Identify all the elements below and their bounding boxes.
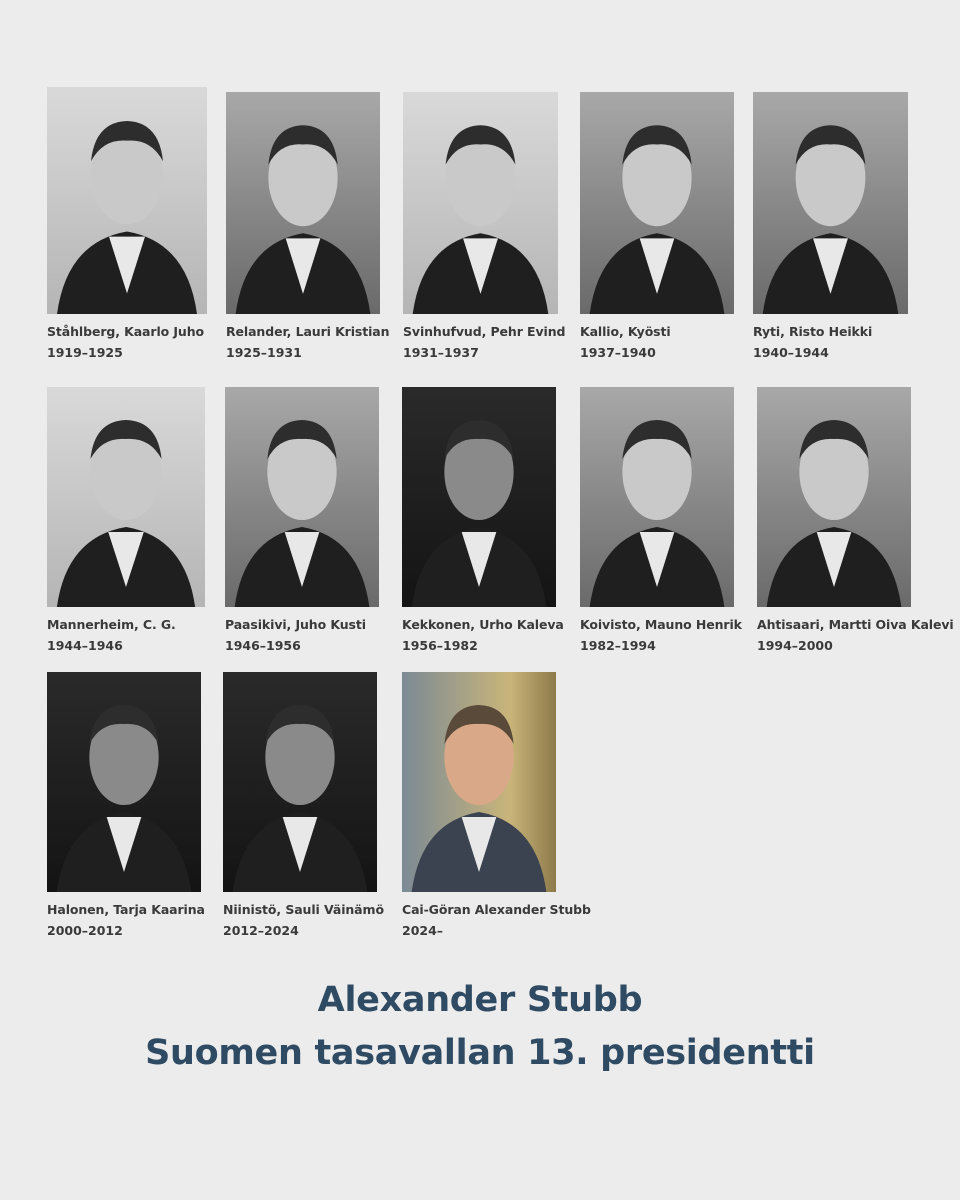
portrait-photo <box>403 92 558 314</box>
portrait-photo <box>47 672 201 892</box>
president-card <box>753 92 908 360</box>
portrait-photo <box>226 92 380 314</box>
president-years: 1937–1940 <box>580 345 656 360</box>
president-card <box>223 672 384 938</box>
portrait-photo <box>580 92 734 314</box>
president-card <box>402 672 591 938</box>
president-years: 1931–1937 <box>403 345 479 360</box>
president-name: Mannerheim, C. G. <box>47 617 176 632</box>
president-card <box>580 92 734 360</box>
president-name: Ryti, Risto Heikki <box>753 324 873 339</box>
headline-subtitle: Suomen tasavallan 13. presidentti <box>145 1033 815 1073</box>
president-years: 1940–1944 <box>753 345 829 360</box>
president-name: Svinhufvud, Pehr Evind <box>403 324 566 339</box>
president-years: 2024– <box>402 923 444 938</box>
president-card <box>47 87 207 360</box>
president-name: Ahtisaari, Martti Oiva Kalevi <box>757 617 954 632</box>
president-years: 1944–1946 <box>47 638 123 653</box>
president-years: 1919–1925 <box>47 345 123 360</box>
president-card <box>402 387 564 653</box>
president-card <box>403 92 565 360</box>
portrait-photo <box>402 672 556 892</box>
president-card <box>226 92 389 360</box>
president-name: Kallio, Kyösti <box>580 324 671 339</box>
president-years: 2000–2012 <box>47 923 123 938</box>
president-card <box>757 387 954 653</box>
portrait-photo <box>47 87 207 314</box>
president-years: 1925–1931 <box>226 345 302 360</box>
president-name: Cai-Göran Alexander Stubb <box>402 902 591 917</box>
portrait-photo <box>47 387 205 607</box>
president-years: 2012–2024 <box>223 923 299 938</box>
president-years: 1946–1956 <box>225 638 301 653</box>
portrait-photo <box>753 92 908 314</box>
president-name: Ståhlberg, Kaarlo Juho <box>47 324 205 339</box>
president-card <box>225 387 379 653</box>
president-name: Niinistö, Sauli Väinämö <box>223 902 384 917</box>
headline-title: Alexander Stubb <box>317 980 643 1020</box>
president-card <box>580 387 742 653</box>
president-name: Relander, Lauri Kristian <box>226 324 390 339</box>
president-years: 1982–1994 <box>580 638 656 653</box>
portrait-photo <box>402 387 556 607</box>
president-card <box>47 672 205 938</box>
president-name: Paasikivi, Juho Kusti <box>225 617 366 632</box>
portrait-photo <box>757 387 911 607</box>
president-card <box>47 387 205 653</box>
president-name: Kekkonen, Urho Kaleva <box>402 617 564 632</box>
president-years: 1956–1982 <box>402 638 478 653</box>
portrait-photo <box>223 672 377 892</box>
president-name: Halonen, Tarja Kaarina <box>47 902 205 917</box>
president-name: Koivisto, Mauno Henrik <box>580 617 742 632</box>
portrait-photo <box>225 387 379 607</box>
president-years: 1994–2000 <box>757 638 833 653</box>
portrait-photo <box>580 387 734 607</box>
